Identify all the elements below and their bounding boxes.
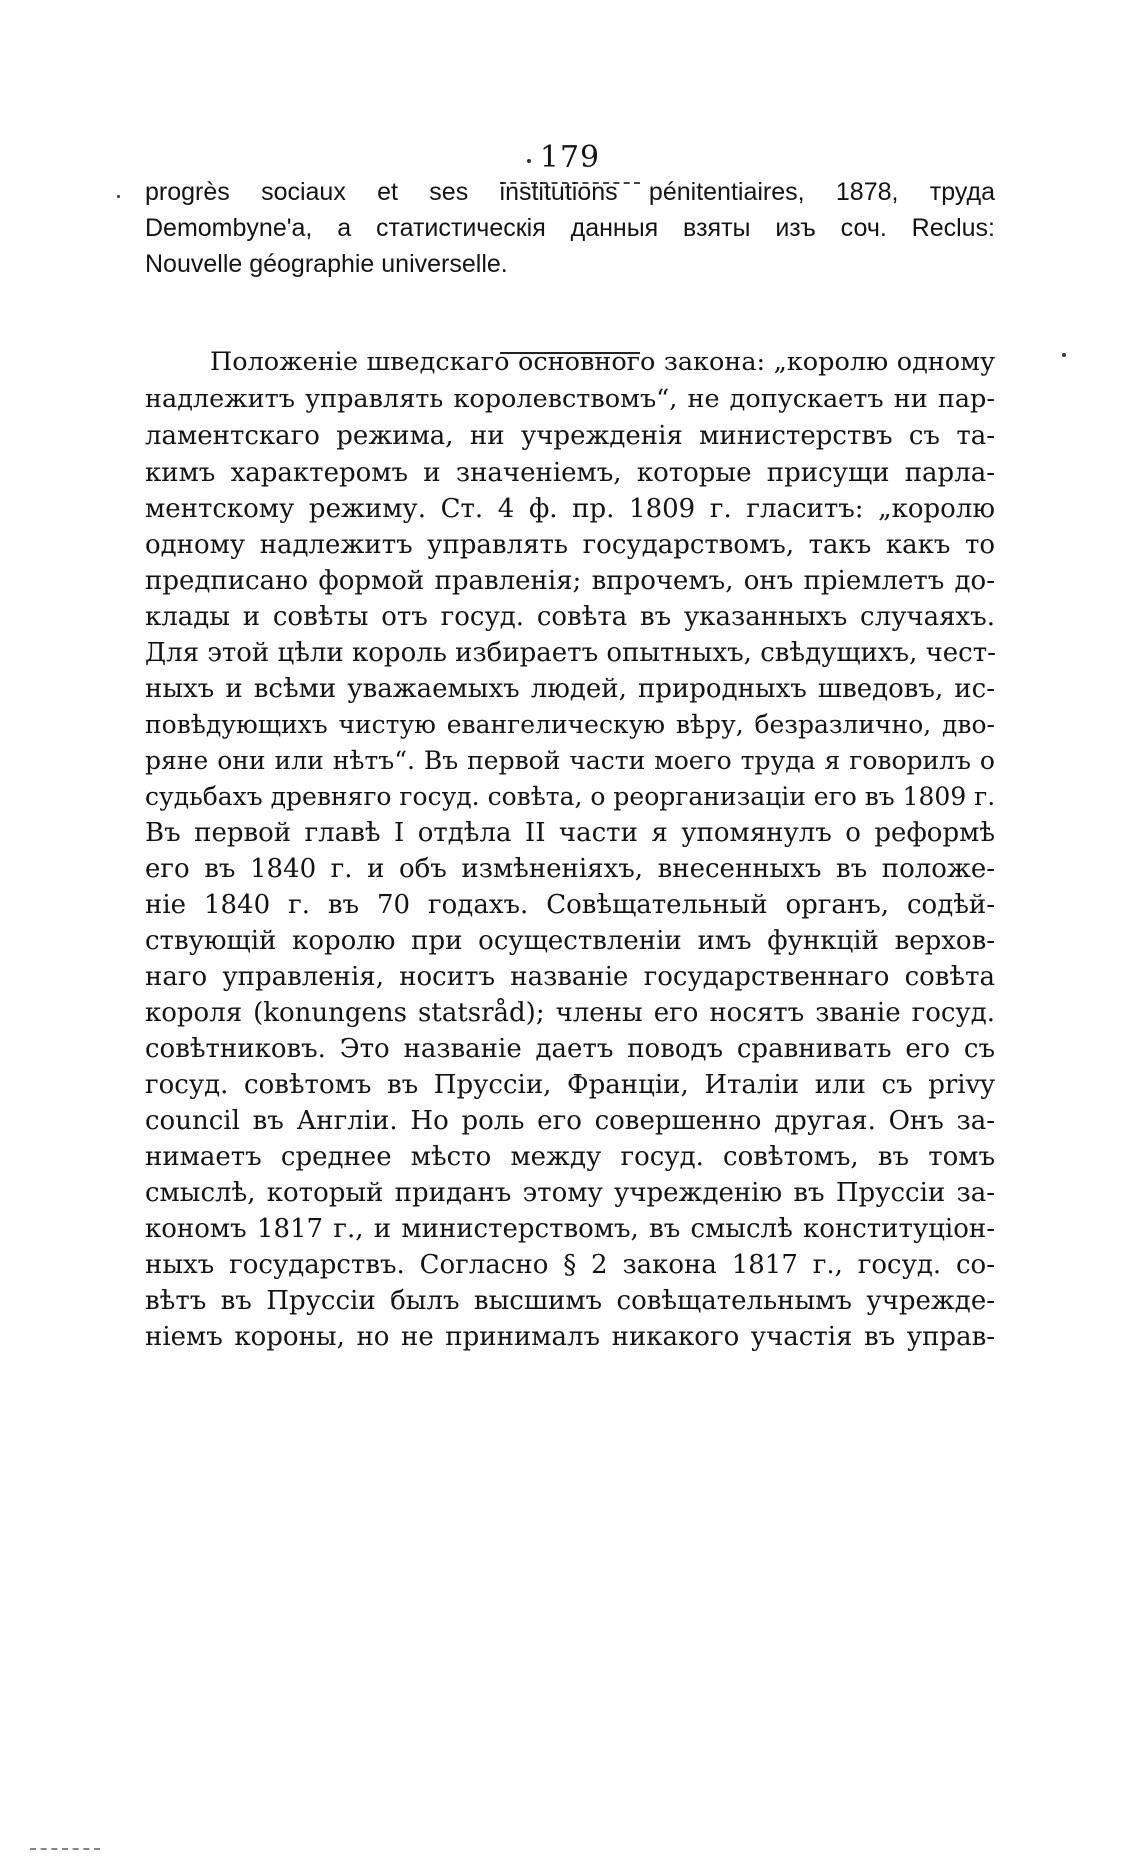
text-line: кономъ 1817 г., и министерствомъ, въ смыслѣ конституціон- <box>145 1214 995 1244</box>
text-line: Въ первой главѣ I отдѣла II части я упомянулъ о реформѣ <box>145 818 995 848</box>
scan-edge-mark <box>30 1848 100 1850</box>
text-line: Для этой цѣли король избираетъ опытныхъ, свѣдущихъ, чест- <box>145 638 996 668</box>
text-line: кимъ характеромъ и значеніемъ, которые присущи парла- <box>145 458 995 488</box>
text-line: ныхъ государствъ. Согласно § 2 закона 1817 г., госуд. со- <box>145 1250 995 1280</box>
text-line: повѣдующихъ чистую евангелическую вѣру, безразлично, дво- <box>145 710 995 739</box>
text-line: ствующій королю при осуществленіи имъ функцій верхов- <box>145 926 995 956</box>
text-line: судьбахъ древняго госуд. совѣта, о реорганизаціи его въ 1809 г. <box>145 782 996 811</box>
text-line: клады и совѣты отъ госуд. совѣта въ указанныхъ случаяхъ. <box>145 602 995 632</box>
footnote-line: Nouvelle géographie universelle. <box>145 250 508 278</box>
text-line: ніемъ короны, но не принималъ никакого участія въ управ- <box>145 1322 995 1352</box>
text-line: совѣтниковъ. Это названіе даетъ поводъ сравнивать его съ <box>145 1034 995 1064</box>
text-line: его въ 1840 г. и объ измѣненіяхъ, внесенныхъ въ положе- <box>145 854 995 884</box>
text-line: наго управленія, носитъ названіе государственнаго совѣта <box>145 962 995 992</box>
text-line: предписано формой правленія; впрочемъ, онъ пріемлетъ до- <box>145 566 995 596</box>
text-line: ряне они или нѣтъ“. Въ первой части моего труда я говорилъ о <box>145 746 995 775</box>
text-line: нимаетъ среднее мѣсто между госуд. совѣтомъ, въ томъ <box>145 1142 995 1172</box>
text-line: надлежитъ управлять королевствомъ“, не допускаетъ ни пар- <box>145 384 995 414</box>
text-line: одному надлежитъ управлять государствомъ, такъ какъ то <box>145 530 995 560</box>
footnote-line: progrès sociaux et ses institutions pénitentiaires, 1878, труда <box>145 178 995 206</box>
ink-speck <box>527 159 531 163</box>
text-line: council въ Англіи. Но роль его совершенно другая. Онъ за- <box>145 1106 995 1136</box>
text-line: ніе 1840 г. въ 70 годахъ. Совѣщательный органъ, содѣй- <box>145 890 995 920</box>
text-line: ламентскаго режима, ни учрежденія министерствъ съ та- <box>145 421 995 451</box>
page-number: 179 <box>539 140 601 175</box>
footnote-line: Demombyne'a, а статистическія данныя взяты изъ соч. Reclus: <box>145 214 995 242</box>
text-line: ныхъ и всѣми уважаемыхъ людей, природныхъ шведовъ, ис- <box>145 674 995 704</box>
text-line: короля (konungens statsråd); члены его носятъ званіе госуд. <box>145 998 995 1028</box>
text-line: госуд. совѣтомъ въ Пруссіи, Франціи, Италіи или съ privy <box>145 1070 995 1100</box>
ink-speck <box>1062 353 1066 357</box>
ink-speck <box>117 195 120 198</box>
text-line: смыслѣ, который приданъ этому учрежденію въ Пруссіи за- <box>145 1178 995 1208</box>
text-line: Положеніе шведскаго основного закона: „королю одному <box>210 347 995 377</box>
text-line: вѣтъ въ Пруссіи былъ высшимъ совѣщательнымъ учрежде- <box>145 1286 995 1316</box>
text-line: ментскому режиму. Ст. 4 ф. пр. 1809 г. гласитъ: „королю <box>145 494 995 524</box>
